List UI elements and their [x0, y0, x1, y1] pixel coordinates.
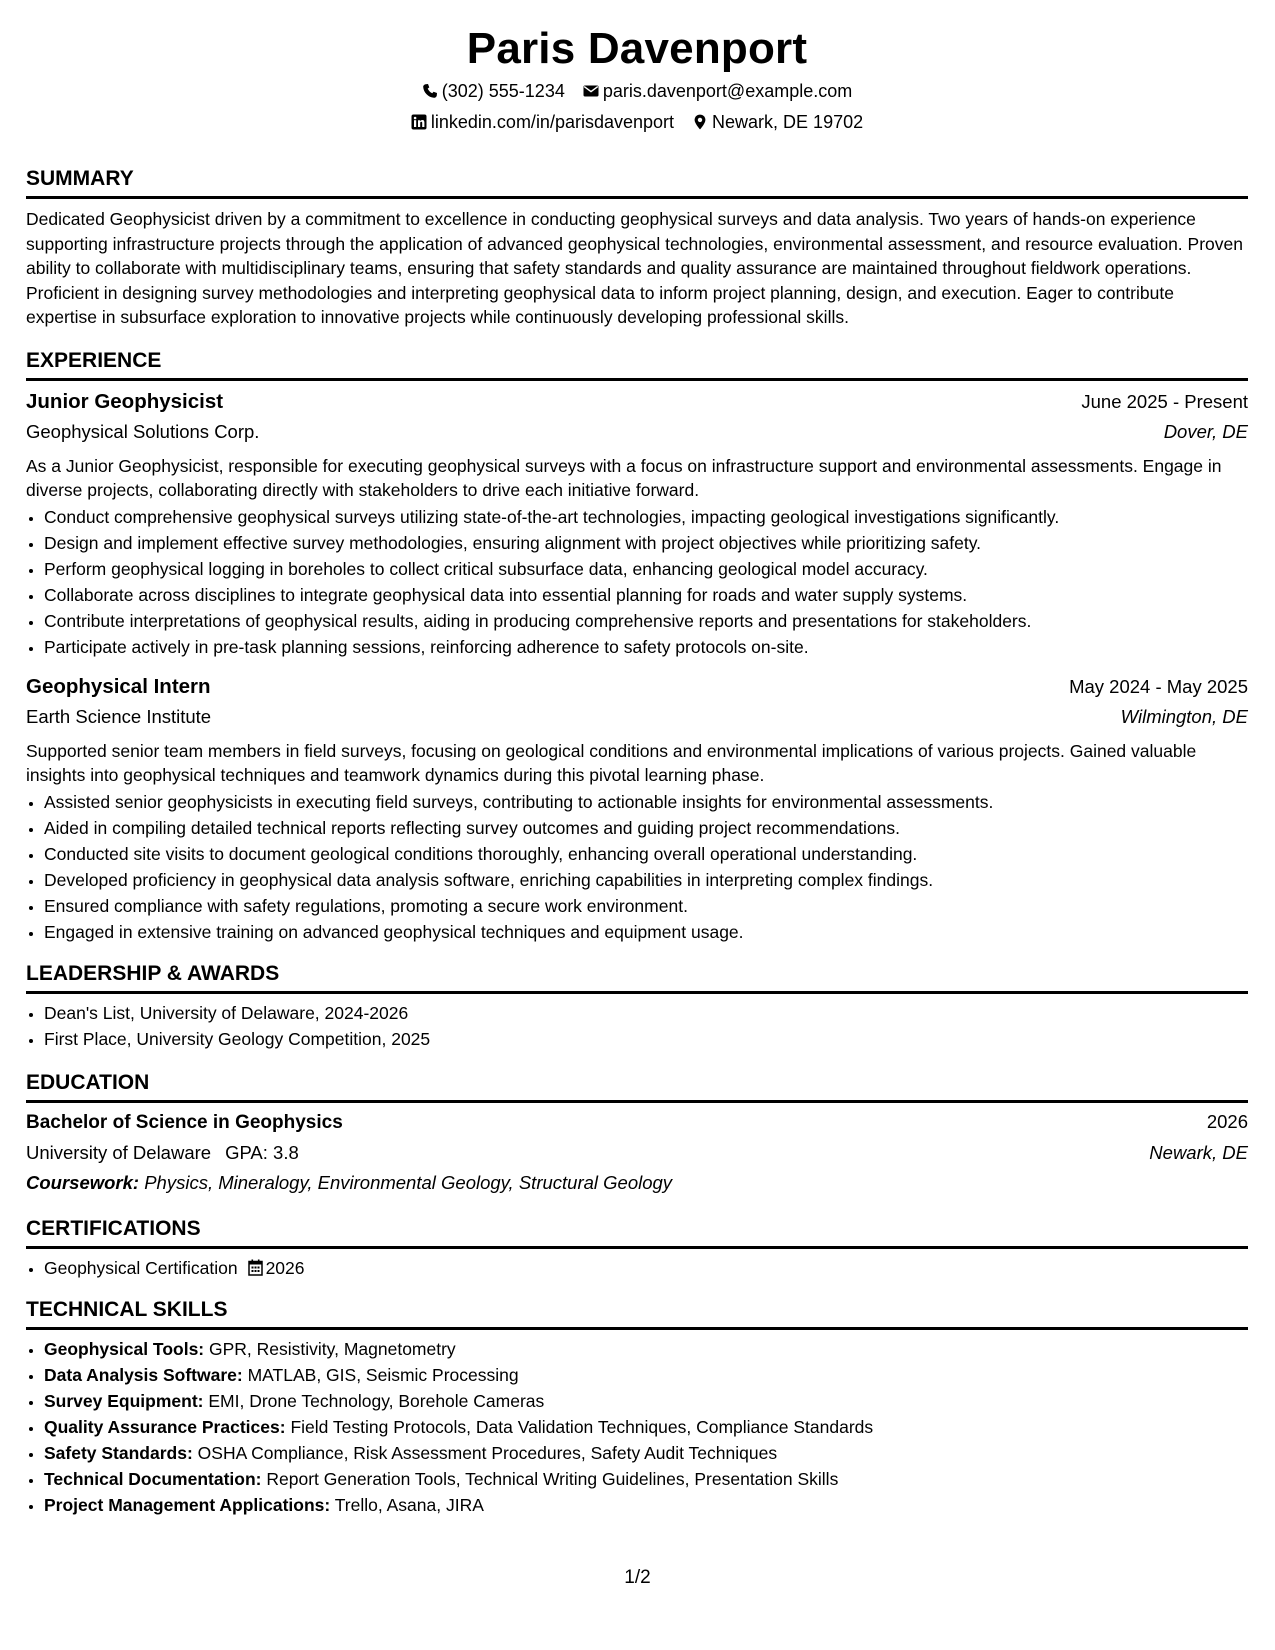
skill-label: Project Management Applications: [44, 1494, 331, 1515]
linkedin-icon [411, 114, 427, 130]
school-location: Newark, DE [1149, 1141, 1248, 1163]
list-item: • Assisted senior geophysicists in executing field surveys, contributing to actionable insights for environmental assessments. [44, 789, 1248, 815]
list-item [44, 1255, 1248, 1281]
map-marker-icon [692, 114, 708, 130]
skill-value: GPR, Resistivity, Magnetometry [209, 1338, 456, 1359]
leadership-list [26, 1000, 1248, 1052]
certification-name: Geophysical Certification [44, 1257, 238, 1278]
resume-page [26, 22, 1248, 1518]
job-entry [26, 387, 1248, 660]
education-heading: EDUCATION [26, 1070, 1248, 1103]
skill-label: Quality Assurance Practices: [44, 1416, 286, 1437]
job-title: Junior Geophysicist [26, 389, 224, 413]
list-item: • Engaged in extensive training on advanced geophysical techniques and equipment usage. [44, 919, 1248, 945]
job-company: Geophysical Solutions Corp. [26, 420, 260, 442]
leadership-heading: LEADERSHIP & AWARDS [26, 961, 1248, 994]
list-item: • Dean's List, University of Delaware, 2024-2026 [44, 1000, 1248, 1026]
list-item: • Perform geophysical logging in boreholes to collect critical subsurface data, enhancing geological model accuracy. [44, 556, 1248, 582]
calendar-icon [248, 1259, 263, 1276]
skills-heading: TECHNICAL SKILLS [26, 1297, 1248, 1330]
list-item: • Design and implement effective survey methodologies, ensuring alignment with project objectives while prioritizing safety. [44, 530, 1248, 556]
list-item [44, 1440, 1248, 1466]
experience-heading: EXPERIENCE [26, 348, 1248, 381]
education-entry [26, 1107, 1248, 1198]
job-company-row [26, 417, 1248, 447]
skill-value: Trello, Asana, JIRA [334, 1494, 484, 1515]
job-title-row [26, 387, 1248, 417]
degree-row [26, 1107, 1248, 1138]
job-location: Dover, DE [1163, 420, 1248, 442]
skill-label: Geophysical Tools: [44, 1338, 205, 1359]
list-item: • Contribute interpretations of geophysical results, aiding in producing comprehensive reports and presentations for stakeholders. [44, 608, 1248, 634]
school-name: University of Delaware [26, 1141, 212, 1163]
job-description: As a Junior Geophysicist, responsible for executing geophysical surveys with a focus on infrastructure support and environmental assessments. Engage in diverse projects, collaborating directly with stakeholders to drive each initiative forward. [26, 455, 1222, 500]
candidate-name: Paris Davenport [466, 24, 808, 73]
page-number: 1/2 [624, 1567, 651, 1588]
skill-label: Survey Equipment: [44, 1390, 204, 1411]
email-text: paris.davenport@example.com [602, 81, 853, 101]
job-entry [26, 672, 1248, 945]
coursework [26, 1168, 1248, 1198]
contact-line-1 [26, 79, 1248, 103]
school-info [26, 1138, 299, 1168]
job-title-row [26, 672, 1248, 702]
school-row [26, 1138, 1248, 1168]
list-item [44, 1492, 1248, 1518]
summary-heading: SUMMARY [26, 166, 1248, 199]
skill-label: Data Analysis Software: [44, 1364, 243, 1385]
job-dates: June 2025 - Present [1081, 390, 1248, 412]
job-dates: May 2024 - May 2025 [1069, 675, 1248, 697]
job-bullets [26, 504, 1248, 660]
list-item: • Collaborate across disciplines to integrate geophysical data into essential planning for roads and water supply systems. [44, 582, 1248, 608]
job-company: Earth Science Institute [26, 705, 212, 727]
coursework-label: Coursework: [26, 1171, 140, 1193]
email-contact[interactable] [583, 79, 852, 103]
list-item [44, 1362, 1248, 1388]
list-item [44, 1336, 1248, 1362]
phone-text: (302) 555-1234 [441, 81, 565, 101]
list-item [44, 1414, 1248, 1440]
linkedin-text: linkedin.com/in/parisdavenport [430, 112, 675, 132]
certifications-heading: CERTIFICATIONS [26, 1216, 1248, 1249]
skill-label: Safety Standards: [44, 1442, 193, 1463]
list-item [44, 1466, 1248, 1492]
location-contact [692, 110, 863, 134]
list-item: • Ensured compliance with safety regulations, promoting a secure work environment. [44, 893, 1248, 919]
skill-value: MATLAB, GIS, Seismic Processing [247, 1364, 519, 1385]
job-description: Supported senior team members in field surveys, focusing on geological conditions and environmental implications of various projects. Gained valuable insights into geophysical techniques and teamwork dynamics during this pivotal learning phase. [26, 740, 1197, 785]
degree: Bachelor of Science in Geophysics [26, 1111, 343, 1133]
skill-value: OSHA Compliance, Risk Assessment Procedures, Safety Audit Techniques [197, 1442, 778, 1463]
phone-icon [422, 83, 438, 99]
graduation-year: 2026 [1206, 1110, 1248, 1132]
list-item: • First Place, University Geology Competition, 2025 [44, 1026, 1248, 1052]
coursework-list: Physics, Mineralogy, Environmental Geology, Structural Geology [144, 1171, 673, 1193]
summary-text: Dedicated Geophysicist driven by a commitment to excellence in conducting geophysical surveys and data analysis. Two years of hands-on experience supporting infrastructure projects through the application of advanced geophysical technologies, environmental assessment, and resource evaluation. Proven ability to collaborate with multidisciplinary teams, ensuring that safety standards and quality assurance are maintained throughout fieldwork operations. Proficient in designing survey methodologies and interpreting geophysical data to inform project planning, design, and execution. Eager to contribute expertise in subsurface exploration to innovative projects while continuously developing professional skills. [26, 209, 1243, 327]
gpa: GPA: 3.8 [225, 1141, 299, 1163]
list-item: • Conducted site visits to document geological conditions thoroughly, enhancing overall operational understanding. [44, 841, 1248, 867]
job-company-row [26, 702, 1248, 732]
skill-label: Technical Documentation: [44, 1468, 262, 1489]
list-item: • Participate actively in pre-task planning sessions, reinforcing adherence to safety protocols on-site. [44, 634, 1248, 660]
list-item: • Developed proficiency in geophysical data analysis software, enriching capabilities in interpreting complex findings. [44, 867, 1248, 893]
location-text: Newark, DE 19702 [712, 112, 864, 132]
contact-line-2 [26, 110, 1248, 134]
skills-list [26, 1336, 1248, 1518]
envelope-icon [583, 83, 599, 99]
linkedin-contact[interactable] [411, 110, 674, 134]
list-item [44, 1388, 1248, 1414]
certifications-list [26, 1255, 1248, 1281]
skill-value: EMI, Drone Technology, Borehole Cameras [208, 1390, 545, 1411]
job-location: Wilmington, DE [1120, 705, 1248, 727]
skill-value: Report Generation Tools, Technical Writing Guidelines, Presentation Skills [266, 1468, 839, 1489]
job-bullets [26, 789, 1248, 945]
list-item: • Aided in compiling detailed technical reports reflecting survey outcomes and guiding project recommendations. [44, 815, 1248, 841]
skill-value: Field Testing Protocols, Data Validation Techniques, Compliance Standards [290, 1416, 874, 1437]
certification-year: 2026 [265, 1257, 305, 1278]
list-item: • Conduct comprehensive geophysical surveys utilizing state-of-the-art technologies, impacting geological investigations significantly. [44, 504, 1248, 530]
phone-contact [422, 79, 565, 103]
job-title: Geophysical Intern [26, 674, 211, 698]
